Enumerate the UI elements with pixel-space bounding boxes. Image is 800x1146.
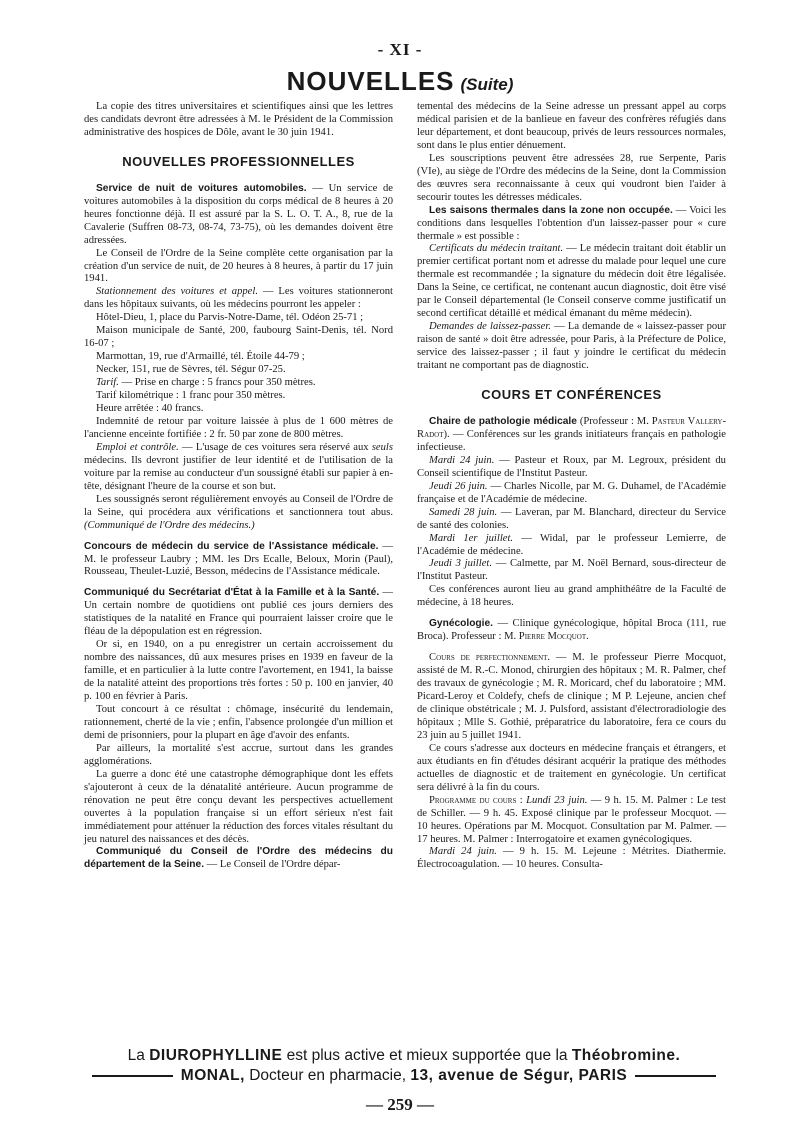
source-note: (Communiqué de l'Ordre des médecins.) (84, 519, 255, 531)
hospital-item: Hôtel-Dieu, 1, place du Parvis-Notre-Dame, tél. Odéon 25-71 ; (96, 312, 364, 324)
advertisement (84, 1047, 724, 1085)
ad-brand: DIUROPHYLLINE (149, 1047, 283, 1064)
paragraph-intro: La copie des titres universitaires et scientifiques ainsi que les lettres des candidats devront être adressées à M. le Président de la Commission administrative des hospices de Dôle, avant le 30 juin 1941. (84, 101, 393, 138)
paragraph-council: Le Conseil de l'Ordre de la Seine complète cette organisation par la création d'un service de nuit, de 20 heures à 8 heures, à partir du 17 juin 1941. (84, 247, 393, 285)
paragraph-parking: Stationnement des voitures et appel. — Les voitures stationneront dans les hôpitaux suivants, où les médecins pourront les appeler : (84, 286, 393, 311)
tarif-line: Heure arrêtée : 40 francs. (96, 403, 204, 415)
paragraph-concours: Concours de médecin du service de l'Assistance médicale. — M. le professeur Laubry ; MM. les Drs Ecalle, Beloux, Morin (Paul), Rousseau, Theulet-Luzié, Besson, médecins de l'Assistance médicale. (84, 540, 393, 578)
ordre-heading: Communiqué du Conseil de l'Ordre des médecins du département de la Seine. (84, 846, 393, 871)
paragraph-demands: Demandes de laissez-passer. — La demande de « laissez-passer pour raison de santé » doit être adressée, pour Paris, à la Préfecture de Police, service des laissez-passer ; il faut y joindre le certificat du médecin traitant ne comportant pas de diagnostic. (417, 321, 726, 372)
usage-heading: Emploi et contrôle. (96, 441, 179, 453)
lecture-item: Jeudi 3 juillet. — Calmette, par M. Noël Bernard, sous-directeur de l'Institut Pasteur. (417, 558, 726, 583)
title-suffix: (Suite) (460, 75, 514, 94)
page-title (0, 66, 800, 97)
paragraph-war: La guerre a donc été une catastrophe démographique dont les effets s'ajouteront à ceux de la dénatalité antérieure. Aucun programme de rénovation ne peut être conçu devant les perspectives actuellement ouvertes à la population française si un effort sérieux n'est fait immédiatement pour atténuer la réduction des forces vitales résultant du jeu naturel des naissances et des décès. (84, 768, 393, 845)
paragraph-thermal: Les saisons thermales dans la zone non occupée. — Voici les conditions dans lesquelles l'obtention d'un laissez-passer pour « cure thermale » est possible : (417, 204, 726, 242)
paragraph-lectures-place: Ces conférences auront lieu au grand amphithéâtre de la Faculté de médecine, à 18 heures. (417, 584, 726, 609)
ad-brand-2: Théobromine. (571, 1047, 681, 1064)
left-column (84, 101, 393, 872)
paragraph-night-service: Service de nuit de voitures automobiles. — Un service de voitures automobiles à la disposition du corps médical de 8 heures à 20 heures fonctionne déjà. Il est assuré par la S. L. O. T. A., 8, rue de la Cavalerie (Suffren 08-73, 08-74, 73-75), où les demandes doivent être adressées. (84, 182, 393, 246)
section-heading-courses: COURS ET CONFÉRENCES (481, 387, 662, 403)
programme-heading: Programme du cours : (429, 794, 523, 806)
paragraph-subscriptions: Les souscriptions peuvent être adressées 28, rue Serpente, Paris (VIe), au siège de l'Ordre des médecins de la Seine, dont la Commission des œuvres sera reconnaissante à ceux qui voudront bien l'aider à secourir toutes les détresses médicales. (417, 152, 726, 203)
night-service-heading: Service de nuit de voitures automobiles. (96, 182, 307, 194)
thermal-heading: Les saisons thermales dans la zone non occupée. (429, 204, 673, 216)
concours-heading: Concours de médecin du service de l'Assistance médicale. (84, 540, 379, 552)
tarif-line: Tarif kilométrique : 1 franc pour 350 mètres. (96, 390, 286, 402)
paragraph-ordre-continued: temental des médecins de la Seine adresse un pressant appel au corps médical parisien et de la banlieue en faveur des confrères réfugiés dans leur département, et dont beaucoup, privés de leurs ressources normales, sont dans le plus entier dénuement. (417, 101, 726, 151)
paragraph-offenders: Les soussignés seront régulièrement envoyés au Conseil de l'Ordre de la Seine, qui procédera aux vérifications et sanctionnera tout abus. (Communiqué de l'Ordre des médecins.) (84, 493, 393, 531)
communique-heading: Communiqué du Secrétariat d'État à la Famille et à la Santé. (84, 587, 380, 599)
paragraph-chaire: Chaire de pathologie médicale (Professeur : M. Pasteur Vallery-Radot). — Conférences sur les grands initiateurs français en pathologie infectieuse. (417, 415, 726, 453)
paragraph-usage: Emploi et contrôle. — L'usage de ces voitures sera réservé aux seuls médecins. Ils devront justifier de leur identité et de l'utilisation de la voiture par la remise au conducteur d'un soussigné établi sur papier à en-tête, désignant l'heure de la course et son but. (84, 441, 393, 492)
hospital-item: Maison municipale de Santé, 200, faubourg Saint-Denis, tél. Nord 16-07 ; (84, 325, 393, 350)
paragraph-perfectionnement: Cours de perfectionnement. — M. le professeur Pierre Mocquot, assisté de M. R.-C. Monod, chirurgien des hôpitaux ; M. R. Palmer, chef des travaux de gynécologie ; M. R. Moricard, chef du laboratoire ; MM. Picard-Leroy et Coldefy, chefs de clinique ; M P. Lejeune, ancien chef de clinique obstétricale ; M. J. Pulsford, assistant d'électroradiologie des hôpitaux ; Mlle S. Gothié, préparatrice du laboratoire, fera ce cours du 23 juin au 5 juillet 1941. (417, 652, 726, 741)
lecture-item: Mardi 1er juillet. — Widal, par le professeur Lemierre, de l'Académie de médecine. (417, 532, 727, 557)
ad-rule-left (92, 1075, 173, 1077)
gynecology-heading: Gynécologie. (429, 618, 493, 630)
tarif-heading: Tarif. (96, 377, 119, 389)
ad-rule-right (635, 1075, 716, 1077)
paragraph-programme-2: Mardi 24 juin. — 9 h. 15. M. Lejeune : Métrites. Diathermie. Électrocoagulation. — 10 heures. Consulta- (417, 846, 726, 871)
ad-line-2: MONAL, Docteur en pharmacie, 13, avenue de Ségur, PARIS (84, 1067, 724, 1085)
paragraph-communique: Communiqué du Secrétariat d'État à la Famille et à la Santé. — Un certain nombre de quotidiens ont publié ces jours derniers des statistiques de la natalité en France qui pourraient laisser croire que le fléau de la dépopulation est en régression. (84, 587, 393, 638)
ad-line-1: La DIUROPHYLLINE est plus active et mieux supportée que la Théobromine. (127, 1047, 681, 1064)
demands-heading: Demandes de laissez-passer. (429, 321, 551, 333)
roman-folio: - XI - (377, 40, 423, 59)
paragraph-indemnity: Indemnité de retour par voiture laissée à plus de 1 600 mètres de l'ancienne enceinte fortifiée : 2 fr. 50 par zone de 800 mètres. (84, 415, 393, 440)
lecture-item: Samedi 28 juin. — Laveran, par M. Blanchard, directeur du Service de santé des colonies. (417, 506, 726, 531)
lecture-item: Mardi 24 juin. — Pasteur et Roux, par M. Legroux, président du Conseil scientifique de l'Institut Pasteur. (417, 454, 726, 479)
paragraph-ordre: Communiqué du Conseil de l'Ordre des médecins du département de la Seine. — Le Conseil de l'Ordre dépar- (84, 846, 393, 871)
paragraph-gynecology: Gynécologie. — Clinique gynécologique, hôpital Broca (111, rue Broca). Professeur : M. Pierre Mocquot. (417, 618, 726, 643)
paragraph-natality: Or si, en 1940, on a pu enregistrer un certain accroissement du nombre des naissances, dû aux mesures prises en 1939 en faveur de la famille, et en particulier à la lutte contre l'avortement, en 1941, la baisse de la natalité atteint des proportions très fortes : 50 p. 100 en janvier, 40 p. 100 en février à Paris. (84, 639, 393, 703)
section-heading-professional: NOUVELLES PROFESSIONNELLES (122, 153, 355, 169)
hospital-item: Necker, 151, rue de Sèvres, tél. Ségur 07-25. (96, 364, 286, 376)
parking-heading: Stationnement des voitures et appel. (96, 286, 258, 298)
right-column (417, 101, 726, 872)
paragraph-causes: Tout concourt à ce résultat : chômage, insécurité du lendemain, rationnement, cherté de la vie ; enfin, l'absence prolongée d'un million et demi de prisonniers, pour la plupart en âge d'avoir des enfants. (84, 703, 393, 741)
chaire-heading: Chaire de pathologie médicale (429, 415, 577, 427)
title-main: NOUVELLES (286, 66, 455, 96)
page-number: — 259 — (366, 1095, 434, 1114)
hospital-item: Marmottan, 19, rue d'Armaillé, tél. Étoile 44-79 ; (96, 351, 305, 363)
paragraph-mortality: Par ailleurs, la mortalité s'est accrue, surtout dans les grandes agglomérations. (84, 742, 393, 767)
certificates-heading: Certificats du médecin traitant. (429, 243, 564, 255)
paragraph-programme-1: Programme du cours : Lundi 23 juin. — 9 h. 15. M. Palmer : Le test de Schiller. — 9 h. 45. Exposé clinique par le professeur Mocquot. — 10 heures. Opérations par M. Mocquot. Consultation par M. Palmer. — 17 heures. M. Palmer : Interrogatoire et examen gynécologiques. (417, 794, 726, 845)
paragraph-audience: Ce cours s'adresse aux docteurs en médecine français et étrangers, et aux étudiants en fin d'études désirant acquérir la pratique des méthodes actuelles de diagnostic et de traitement en gynécologie. Un certificat sera délivré à la fin du cours. (417, 742, 726, 793)
paragraph-certificates: Certificats du médecin traitant. — Le médecin traitant doit établir un premier certificat portant nom et adresse du malade pour lequel une cure thermale est recommandée ; la signature du médecin doit être légalisée. Dans la Seine, ce certificat, ne contenant aucun diagnostic, doit être visé par le Conseil départemental (le Conseil conserve comme justificatif un second certificat détaillé et médical émanant du même médecin). (417, 243, 727, 320)
lecture-item: Jeudi 26 juin. — Charles Nicolle, par M. G. Duhamel, de l'Académie française et de l'Académie de médecine. (417, 480, 726, 505)
paragraph-tarif: Tarif. — Prise en charge : 5 francs pour 350 mètres. (96, 377, 316, 389)
perfectionnement-heading: Cours de perfectionnement. (429, 652, 551, 664)
